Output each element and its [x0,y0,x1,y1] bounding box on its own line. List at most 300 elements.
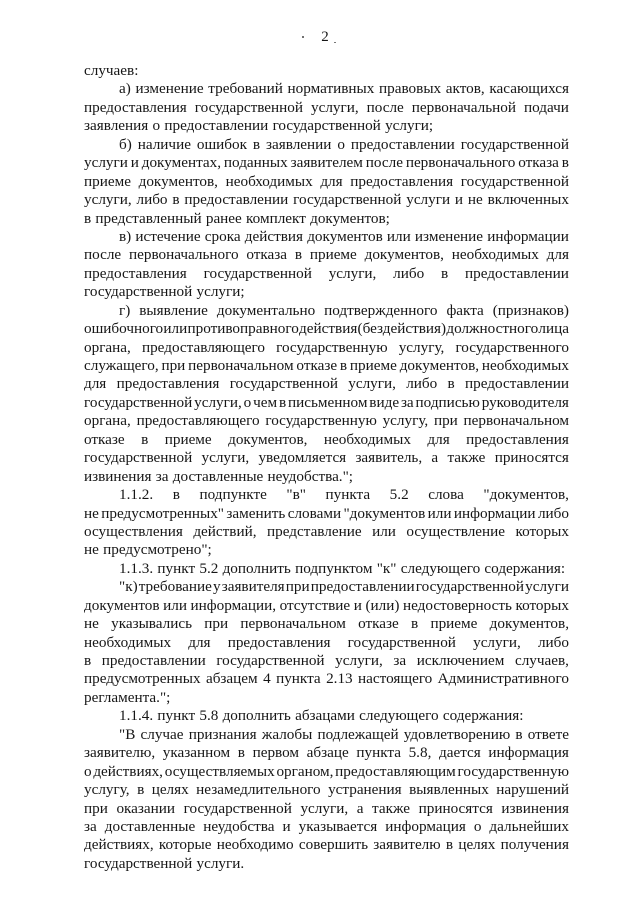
word: предоставлении [465,375,569,393]
word: предусмотренных" [101,504,225,522]
text-line [84,836,569,854]
word: информации [487,227,569,245]
word: предоставления [227,633,331,651]
word: предусмотренных [84,670,201,688]
word: абзацем [205,670,258,688]
word: подписью [415,393,480,411]
word: либо [406,375,438,393]
word: выявление [139,301,208,319]
word: 1.1.3. [119,559,154,577]
word: государственной [460,135,569,153]
word: или [386,227,411,245]
text-line [84,191,569,209]
word: услугу, [382,412,429,430]
word: изменение [135,80,204,98]
word: не [84,541,99,559]
word: за [84,817,97,835]
word: услуги, [300,799,349,817]
word: абзаце [306,744,349,762]
word: пункта [356,744,401,762]
word: в [252,135,261,153]
word: при [433,412,458,430]
word: государственной [347,633,456,651]
word: государственной [84,283,193,301]
word: у [213,578,221,596]
word: услуги [406,191,451,209]
word: необходимых [225,172,313,190]
word: 5.2 [199,559,219,577]
word: срока [204,227,241,245]
word: указывались [111,615,193,633]
word: совершить [298,836,369,854]
word: наличие [137,135,191,153]
text-line [84,744,569,762]
word: документов [84,596,160,614]
word: в [84,209,92,227]
word: в) [119,227,132,245]
text-line [84,431,569,449]
word: для [84,375,107,393]
word: указанном [162,744,231,762]
word: (бездействия) [357,320,447,338]
word: услуги, [311,98,359,116]
word: поданных [223,154,288,172]
word: 1.1.2. [119,486,154,504]
text-line [84,523,569,541]
word: заявителем [290,154,363,172]
word: в [561,154,569,172]
word: услуги, [348,375,396,393]
text-line [84,302,569,320]
word: заявлении [266,135,332,153]
text-line [84,265,569,283]
word: отказа [246,246,288,264]
text-line [84,615,569,633]
word: истечение [135,227,201,245]
page-number: 2 [321,29,329,45]
word: действиях, [84,836,154,854]
word: противоправного [187,320,299,338]
word: случае [140,725,184,743]
word: слова [428,486,464,504]
word: касающихся [489,80,569,98]
word: предоставлении [465,264,569,282]
word: также [447,449,486,467]
word: отказе [84,430,125,448]
word: предоставлении [164,117,269,135]
word: государственную [265,412,377,430]
word: 1.1.4. [119,707,154,725]
word: служащего, [84,357,159,374]
word: после [84,246,122,264]
word: государственной [84,854,193,872]
word: которые [158,836,212,854]
word: предоставления [84,98,187,116]
word: дополнить [222,707,291,725]
word: "документов [343,504,426,522]
word: и [454,191,464,209]
word: услуги. [196,854,245,872]
text-line [84,800,569,818]
word: настоящего [358,670,433,688]
text-line [84,578,569,596]
word: следующего [359,707,439,725]
word: не [84,504,99,522]
word: комплект [246,209,306,227]
word: приеме [309,246,357,264]
word: информация [385,817,466,835]
word: 5.8 [199,707,219,725]
word: услуги, [194,393,242,411]
word: предоставления [84,264,187,282]
word: б) [119,135,132,153]
text-line [84,154,569,172]
word: целях [458,836,496,854]
word: указывается [298,817,378,835]
text-line [84,597,569,615]
word: в [515,725,523,743]
word: представление [267,522,362,540]
word: подтвержденного [324,301,438,319]
word: для [188,633,211,651]
word: за [393,652,407,669]
word: в [445,836,454,854]
word: дается [438,744,481,762]
word: отказе [358,615,399,633]
word: 5.8, [408,744,432,762]
word: органа, [84,338,131,356]
word: ответе [527,725,569,743]
word: необходимо [216,836,294,854]
text-line [84,320,569,338]
word: документов, [138,172,218,190]
word: или [163,596,187,614]
word: в [84,652,92,669]
word: документов; [310,209,390,227]
word: (признаков) [492,301,569,319]
word: выявленных [409,781,489,799]
word: документов, [489,615,569,633]
word: услугу, [398,338,445,356]
word: первом [252,744,300,762]
word: 5.2 [389,486,409,504]
word: исключением [416,652,505,669]
word: представленный [95,209,202,227]
word: при [84,799,108,817]
word: извинения [84,467,152,485]
word: действия [244,227,304,245]
word: либо [537,633,569,651]
text-line [84,246,569,264]
word: услуги; [385,117,434,135]
text-line [84,210,569,228]
text-line [84,652,569,670]
word: отсутствие [279,596,351,614]
word: ошибочного [84,320,164,338]
scan-speck [334,42,336,43]
word: заменить [226,504,286,522]
text-line [84,781,569,799]
word: "в" [286,486,306,504]
word: доставленные [104,817,196,835]
word: виде [369,393,400,411]
word: целях [151,781,189,799]
word: устранения [328,781,402,799]
text-line [84,689,569,707]
word: первоначальном [463,412,569,430]
word: о [473,817,482,835]
word: которых [515,596,569,614]
word: не [84,615,99,633]
word: пункт [157,707,196,725]
text-line [84,541,569,559]
text-line [84,357,569,375]
word: дополнить [222,559,291,577]
text-line [84,468,569,486]
word: также [372,799,411,817]
word: заявитель, [355,449,423,467]
word: услуги [525,578,569,596]
word: "документов, [483,486,569,504]
scan-speck [302,36,304,38]
word: для [546,246,569,264]
word: в [294,246,303,264]
word: включенных [487,191,569,209]
text-line [84,505,569,523]
text-line [84,412,569,430]
word: регламента."; [84,688,171,706]
word: предоставляющего [141,338,265,356]
word: не [467,191,483,209]
word: органа, [84,412,131,430]
word: либо [537,504,569,522]
word: услуги; [196,283,245,301]
word: содержания: [484,559,566,577]
word: изменение [414,227,484,245]
word: осуществления [84,522,183,540]
text-line [84,283,569,301]
word: или [372,522,396,540]
word: действиях, [93,762,163,780]
word: признания [188,725,257,743]
word: отказа [518,154,559,172]
word: приеме [164,430,212,448]
word: заявителя [221,578,285,596]
word: а [431,449,439,467]
word: доставленные [172,467,264,485]
word: случаев: [84,62,139,79]
word: в [339,357,348,374]
word: осуществление [406,522,506,540]
word: письменном [287,393,368,411]
word: государственную [276,338,388,356]
word: 4 [263,670,271,688]
word: а) [119,80,131,98]
word: абзацами [295,707,355,725]
word: которых [515,522,569,540]
word: случаев, [514,652,569,669]
word: государственной [460,172,569,190]
text-line [84,99,569,117]
word: извинения [501,799,569,817]
word: приносятся [494,449,569,467]
text-line [84,62,569,80]
word: либо [393,264,425,282]
word: жалобы [261,725,313,743]
word: документов, [399,357,480,374]
word: лица [538,320,569,338]
word: предоставляющим [335,762,456,780]
word: для [320,172,343,190]
text-line [84,449,569,467]
word: для [427,430,450,448]
word: неудобства [203,817,275,835]
word: органом, [276,762,334,780]
word: "к) [119,578,138,596]
word: государственного [455,338,569,356]
word: заявителю [373,836,441,854]
word: государственной [415,578,525,596]
text-line [84,670,569,688]
word: требований [208,80,283,98]
text-line [84,136,569,154]
word: правовых [379,80,442,98]
word: действия [299,320,358,338]
word: ошибок [196,135,247,153]
word: о [243,393,252,411]
word: словами [287,504,342,522]
word: а [356,799,364,817]
word: получения [500,836,569,854]
word: чем [253,393,278,411]
word: услугу, [84,781,130,799]
word: необходимых [481,357,569,374]
text-line [84,707,569,725]
word: за [155,467,169,485]
word: необходимых [84,633,172,651]
word: или [163,320,188,338]
word: оказании [116,799,176,817]
word: государственной [194,98,304,116]
word: при [285,578,310,596]
word: или [427,504,452,522]
word: приеме [430,615,478,633]
word: 2.13 [326,670,353,688]
word: первоначальной [411,98,517,116]
word: подлежащей [317,725,399,743]
word: первоначального [128,246,239,264]
word: государственной [229,375,338,393]
word: необходимых [451,246,539,264]
text-line [84,763,569,781]
word: первоначального [405,154,516,172]
word: приносятся [418,799,493,817]
word: в [137,781,145,799]
word: пункта [276,670,321,688]
word: государственной [183,799,292,817]
text-line [84,173,569,191]
word: неудобства."; [267,467,354,485]
word: предоставления [466,430,569,448]
word: за [400,393,414,411]
text-line [84,375,569,393]
word: ранее [205,209,242,227]
word: государственной [84,393,193,411]
word: отказе [296,357,338,374]
word: документов, [228,430,308,448]
text-line [84,560,569,578]
word: факта [446,301,484,319]
word: о [337,135,345,153]
word: после [365,154,403,172]
word: пункт [157,559,196,577]
word: предоставлении [101,652,206,669]
word: приеме [349,357,397,374]
word: информации [453,504,536,522]
text-line [84,228,569,246]
word: государственной [272,117,381,135]
word: документах, [141,154,222,172]
word: услуги, [84,191,132,209]
word: в [447,375,455,393]
word: документов [307,227,383,245]
text-line [84,486,569,504]
word: "В [119,725,136,743]
text-line [84,339,569,357]
word: дальнейших [489,817,569,835]
word: предусмотрено"; [103,541,212,559]
word: и [282,817,291,835]
text-line [84,117,569,135]
word: незамедлительного [196,781,321,799]
word: после [366,98,404,116]
word: услуги, [335,652,383,669]
word: и [130,154,139,172]
word: недостоверность [402,596,512,614]
word: при [161,357,186,374]
word: предоставлении [350,135,455,153]
word: в [441,264,449,282]
word: первоначальном [240,615,346,633]
word: подпункте [199,486,267,504]
word: в [141,430,149,448]
word: предоставляющего [136,412,260,430]
word: государственной [293,191,402,209]
word: либо [136,191,168,209]
word: о [84,762,92,780]
word: должностного [446,320,539,338]
word: документов, [364,246,444,264]
text-line [84,726,569,744]
word: государственной [203,264,312,282]
word: в [172,191,180,209]
word: в [237,744,245,762]
word: предоставлении [310,578,415,596]
word: в [411,615,419,633]
word: "к" [376,559,397,577]
word: необходимых [323,430,411,448]
text-line [84,634,569,652]
word: действий, [193,522,257,540]
text-line [84,818,569,836]
word: государственной [84,449,193,467]
word: содержания: [442,707,524,725]
word: при [204,615,229,633]
word: документально [216,301,316,319]
word: требование [138,578,212,596]
word: уведомляется [258,449,347,467]
word: осуществляемых [164,762,275,780]
